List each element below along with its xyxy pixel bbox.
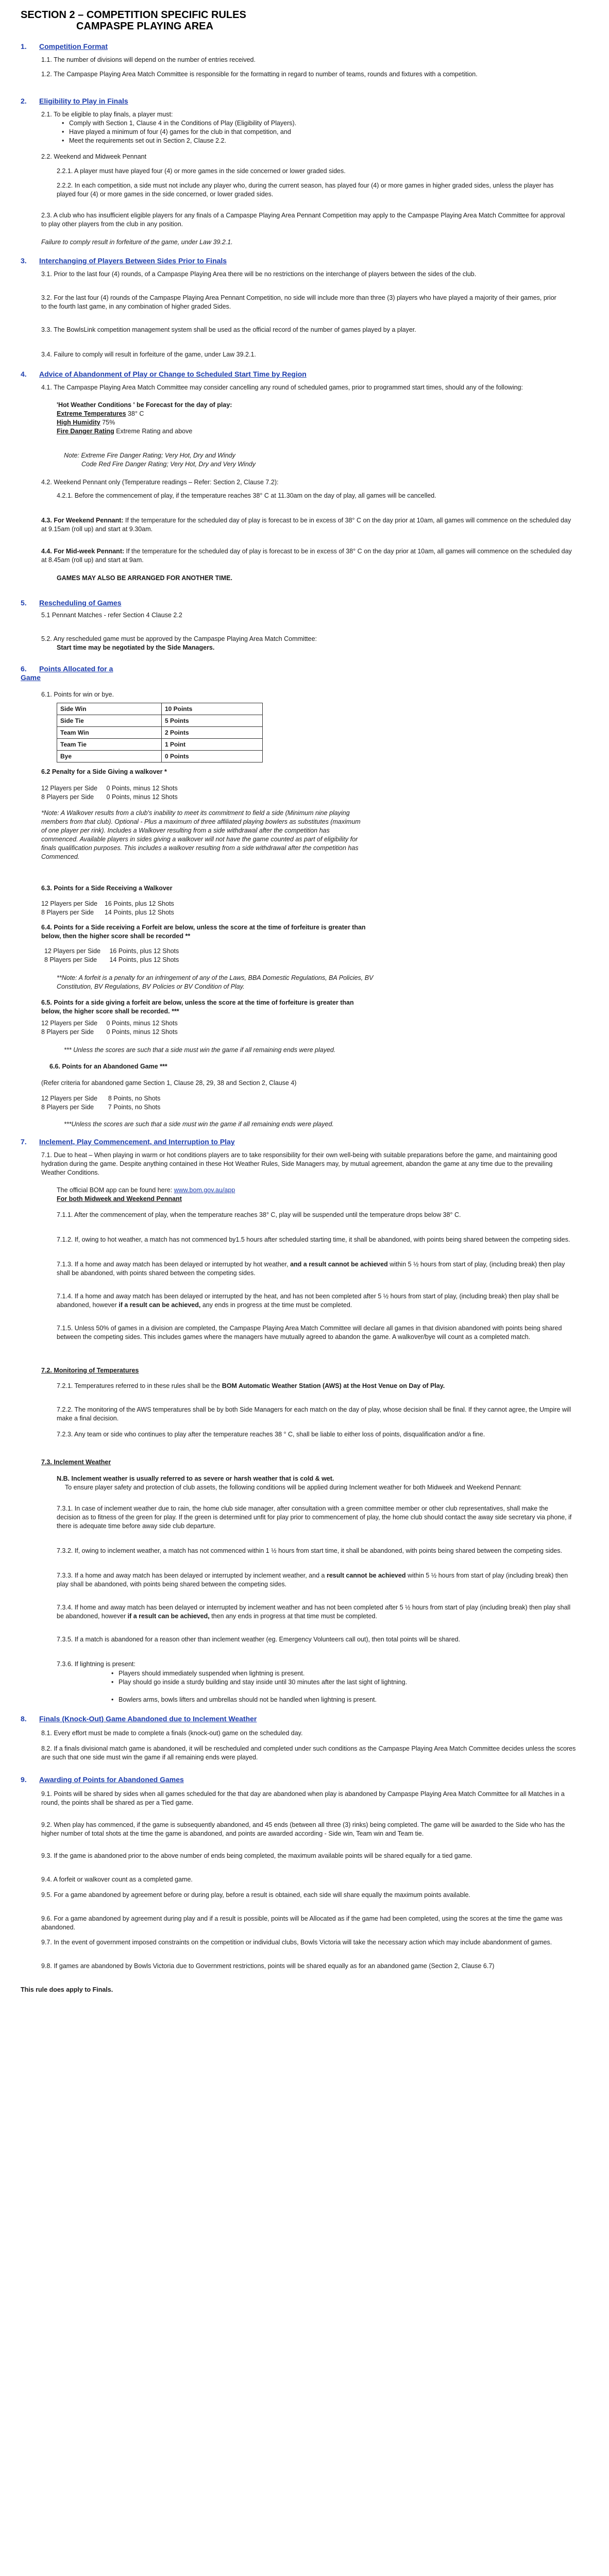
clause-7-1-3: 7.1.3. If a home and away match has been delayed or interrupted by hot weather, and a result cannot be achieved within 5 ½ hours from start of play, (including break) then play shall be abandoned, with points shared between the competing sides. xyxy=(57,1261,565,1277)
clause-2-2-2: 2.2.2. In each competition, a side must not include any player who, during the current season, has played four (4) or more games in higher graded sides, unless the player has played four (4) or more games in the side concerned, or lower graded sides. xyxy=(57,182,554,198)
clause-9-1: 9.1. Points will be shared by sides when all games scheduled for the that day are abandoned when play is abandoned by Campaspe Playing Area Match Committee for all Matches in a round, the points shall be shared as per a Tied game. xyxy=(41,1790,565,1806)
clause-7-3-4: 7.3.4. If home and away match has been delayed or interrupted by inclement weather and has not been completed after 5 ½ hours from start of play (including break) then play shall be abandoned, however if a result can be achieved, then any ends in progress at that time must be completed. xyxy=(57,1604,571,1620)
clause-4-4: 4.4. For Mid-week Pennant: If the temperature for the scheduled day of play is forecast to be in excess of 38° C on the day prior at 10am, all games will commence on the scheduled day at 8.45am (roll up) and start at 9am. xyxy=(41,548,572,564)
points-result-cell: Team Win xyxy=(57,727,162,739)
document-title: SECTION 2 – COMPETITION SPECIFIC RULES xyxy=(21,9,246,21)
clause-5-2-note: Start time may be negotiated by the Side Managers. xyxy=(57,644,215,651)
forfeit-scores-note: *** Unless the scores are such that a side must win the game if all remaining ends were played. xyxy=(64,1046,336,1054)
clause-9-3: 9.3. If the game is abandoned prior to the above number of ends being completed, the maximum available points will be shared equally for a tied game. xyxy=(41,1852,472,1859)
clause-5-2: 5.2. Any rescheduled game must be approved by the Campaspe Playing Area Match Committee: xyxy=(41,635,317,642)
points-value-cell: 1 Point xyxy=(161,739,262,751)
bullet-2-1-b: • Have played a minimum of four (4) games for the club in that competition, and xyxy=(69,128,564,137)
points-value-cell: 10 Points xyxy=(161,703,262,715)
clause-3-1: 3.1. Prior to the last four (4) rounds, of a Campaspe Playing Area there will be no restrictions on the interchange of players between the sides of the club. xyxy=(41,270,477,278)
clause-6-4: 6.4. Points for a Side receiving a Forfeit are below, unless the score at the time of forfeiture is greater than below, then the higher score shall be recorded ** xyxy=(41,924,366,940)
clause-4-2: 4.2. Weekend Pennant only (Temperature readings – Refer: Section 2, Clause 7.2): xyxy=(41,479,279,486)
clause-7-1-2: 7.1.2. If, owing to hot weather, a match has not commenced by1.5 hours after scheduled starting time, it shall be abandoned, with points being shared between the competing sides. xyxy=(57,1236,570,1243)
clause-7-3-3: 7.3.3. If a home and away match has been delayed or interrupted by inclement weather, and a result cannot be achieved within 5 ½ hours from start of play (including break) then play shall be abandoned, with points being shared between the competing sides. xyxy=(57,1572,568,1588)
clause-4-2-1: 4.2.1. Before the commencement of play, if the temperature reaches 38° C at 11.30am on the day of play, all games will be cancelled. xyxy=(57,492,436,499)
extreme-temperatures: Extreme Temperatures 38° C xyxy=(57,410,144,417)
clause-8-2: 8.2. If a finals divisional match game is abandoned, it will be rescheduled and completed under such conditions as the Campaspe Playing Area Match Committee decides unless the scores are such that one side must win the game if all remaining ends were played. xyxy=(41,1745,576,1761)
clause-7-2-1: 7.2.1. Temperatures referred to in these rules shall be the BOM Automatic Weather Station (AWS) at the Host Venue on Day of Play. xyxy=(57,1382,445,1389)
clause-2-3: 2.3. A club who has insufficient eligible players for any finals of a Campaspe Playing Area Pennant Competition may apply to the Campaspe Playing Area Match Committee for approval to play other players from the club in any position. xyxy=(41,212,565,228)
clause-7-2: 7.2. Monitoring of Temperatures xyxy=(41,1367,139,1374)
clause-7-2-3: 7.2.3. Any team or side who continues to play after the temperature reaches 38 ° C, shall be liable to either loss of points, disqualification and/or a fine. xyxy=(57,1431,485,1438)
receive-forfeit-12: 12 Players per Side 16 Points, plus 12 Shots xyxy=(44,947,179,955)
points-result-cell: Side Win xyxy=(57,703,162,715)
document-subtitle: CAMPASPE PLAYING AREA xyxy=(76,21,213,32)
receive-walkover-12: 12 Players per Side 16 Points, plus 12 Shots xyxy=(41,900,174,907)
points-table xyxy=(57,703,263,762)
section-5-heading: 5. Rescheduling of Games xyxy=(21,599,122,607)
inclement-note: N.B. Inclement weather is usually referred to as severe or harsh weather that is cold & wet. xyxy=(57,1475,334,1482)
both-pennant-heading: For both Midweek and Weekend Pennant xyxy=(57,1195,182,1202)
abandoned-note: ***Unless the scores are such that a side must win the game if all remaining ends were played. xyxy=(64,1121,334,1128)
clause-9-2: 9.2. When play has commenced, if the game is subsequently abandoned, and 45 ends (between all three (3) rinks) being completed. The game will be awarded to the Side who has the higher number of total shots at the time the game is abandoned, and points are awarded according - Side win, Team win and Team tie. xyxy=(41,1821,565,1837)
section-1-heading: 1. Competition Format xyxy=(21,42,108,50)
lightning-bullet-1: • Players should immediately suspended when lightning is present. xyxy=(119,1669,572,1678)
points-table-row xyxy=(57,703,263,715)
abandoned-8: 8 Players per Side 7 Points, no Shots xyxy=(41,1104,161,1111)
bullet-2-1-a: • Comply with Section 1, Clause 4 in the Conditions of Play (Eligibility of Players). xyxy=(69,119,564,128)
section-4-heading: 4. Advice of Abandonment of Play or Change to Scheduled Start Time by Region xyxy=(21,370,307,378)
section-6-heading-cont: Game xyxy=(21,673,41,682)
clause-5-1: 5.1 Pennant Matches - refer Section 4 Clause 2.2 xyxy=(41,612,182,619)
section-2-heading: 2. Eligibility to Play in Finals xyxy=(21,97,128,105)
clause-4-3: 4.3. For Weekend Pennant: If the temperature for the scheduled day of play is forecast to be in excess of 38° C on the day prior at 10am, all games will commence on the scheduled day at 9.15am (roll up) and start at 9.30am. xyxy=(41,517,571,533)
clause-6-5: 6.5. Points for a side giving a forfeit are below, unless the score at the time of forfeiture is greater than below, the higher score shall be recorded. *** xyxy=(41,999,354,1015)
points-result-cell: Bye xyxy=(57,751,162,762)
give-forfeit-8: 8 Players per Side 0 Points, minus 12 Shots xyxy=(41,1028,178,1036)
walkover-note: *Note: A Walkover results from a club's inability to meet its commitment to field a side (Minimum nine playing members from that club). Optional - Plus a maximum of three affiliated playing bowlers as substitutes (maximum of one player per rink). Includes a Walkover resulting from a side withdrawal after the competition has commenced. Available players in sides giving a walkover will not have the game counted as part of eligibility for finals qualification purposes. This includes a walkover resulting from a side withdrawal after the competition has Commenced. xyxy=(41,809,361,860)
bom-app-link[interactable]: www.bom.gov.au/app xyxy=(174,1187,235,1194)
clause-2-1: 2.1. To be eligible to play finals, a player must: xyxy=(41,111,173,118)
section-9-heading: 9. Awarding of Points for Abandoned Games xyxy=(21,1775,184,1784)
inclement-conditions: To ensure player safety and protection of club assets, the following conditions will be applied during Inclement weather for both Midweek and Weekend Pennant: xyxy=(65,1484,522,1491)
points-table-row xyxy=(57,727,263,739)
fire-note-1: Note: Extreme Fire Danger Rating; Very Hot, Dry and Windy xyxy=(64,452,235,459)
clause-1-1: 1.1. The number of divisions will depend on the number of entries received. xyxy=(41,56,256,63)
clause-9-8: 9.8. If games are abandoned by Bowls Victoria due to Government restrictions, points will be shared equally as for an abandoned game (Section 2, Clause 6.7) xyxy=(41,1962,495,1970)
clause-1-2: 1.2. The Campaspe Playing Area Match Committee is responsible for the formatting in regard to number of teams, rounds and fixtures with a competition. xyxy=(41,71,478,78)
forfeit-note: **Note: A forfeit is a penalty for an infringement of any of the Laws, BBA Domestic Regulations, BA Policies, BV Constitution, BV Regulations, BV Policies or BV Condition of Play. xyxy=(57,974,374,990)
clause-9-7: 9.7. In the event of government imposed constraints on the competition or individual clubs, Bowls Victoria will take the necessary action which may include abandonment of games. xyxy=(41,1939,552,1946)
fire-danger-rating: Fire Danger Rating Extreme Rating and above xyxy=(57,428,193,435)
points-table-row xyxy=(57,751,263,762)
lightning-bullet-3: • Bowlers arms, bowls lifters and umbrellas should not be handled when lightning is present. xyxy=(119,1696,572,1704)
clause-7-3-5: 7.3.5. If a match is abandoned for a reason other than inclement weather (eg. Emergency Volunteers call out), then total points will be shared. xyxy=(57,1636,461,1643)
points-result-cell: Team Tie xyxy=(57,739,162,751)
points-value-cell: 2 Points xyxy=(161,727,262,739)
points-value-cell: 5 Points xyxy=(161,715,262,727)
clause-7-3-2: 7.3.2. If, owing to inclement weather, a match has not commenced within 1 ½ hours from start time, it shall be abandoned, with points being shared between the competing sides. xyxy=(57,1547,563,1554)
receive-forfeit-8: 8 Players per Side 14 Points, plus 12 Shots xyxy=(44,956,179,963)
clause-7-1: 7.1. Due to heat – When playing in warm or hot conditions players are to take responsibility for their own well-being with suitable preparations before the game, and maintaining good hydration during the game. Despite anything contained in these Hot Weather Rules, Side Managers may, by mutual agreement, abandon the game at any time due to the prevailing Weather Conditions. xyxy=(41,1151,557,1176)
clause-7-3: 7.3. Inclement Weather xyxy=(41,1459,111,1466)
section-7-heading: 7. Inclement, Play Commencement, and Interruption to Play xyxy=(21,1138,235,1146)
section-3-heading: 3. Interchanging of Players Between Sides Prior to Finals xyxy=(21,257,227,265)
hot-weather-conditions: 'Hot Weather Conditions ' be Forecast for the day of play: xyxy=(57,401,232,409)
clause-6-3: 6.3. Points for a Side Receiving a Walkover xyxy=(41,885,173,892)
receive-walkover-8: 8 Players per Side 14 Points, plus 12 Shots xyxy=(41,909,174,916)
clause-4-note: GAMES MAY ALSO BE ARRANGED FOR ANOTHER TIME. xyxy=(57,574,232,582)
clause-7-1-5: 7.1.5. Unless 50% of games in a division are completed, the Campaspe Playing Area Match Committee will declare all games in that division abandoned with points being shared between the competing sides. This includes games where the managers have mutually agreed to abandon the game. A walkover/bye will count as a completed match. xyxy=(57,1325,562,1341)
clause-7-1-4: 7.1.4. If a home and away match has been delayed or interrupted by the heat, and has not been completed after 5 ½ hours from start of play, (including break) then play shall be abandoned, however if a result can be achieved, any ends in progress at the time must be completed. xyxy=(57,1293,559,1309)
points-table-row xyxy=(57,739,263,751)
clause-9-5: 9.5. For a game abandoned by agreement before or during play, before a result is obtained, each side will share equally the maximum points available. xyxy=(41,1891,470,1899)
clause-9-4: 9.4. A forfeit or walkover count as a completed game. xyxy=(41,1876,193,1883)
clause-6-6: 6.6. Points for an Abandoned Game *** xyxy=(49,1063,167,1070)
points-table-row xyxy=(57,715,263,727)
clause-2-2-1: 2.2.1. A player must have played four (4) or more games in the side concerned or lower graded sides. xyxy=(57,167,346,175)
give-forfeit-12: 12 Players per Side 0 Points, minus 12 Shots xyxy=(41,1020,178,1027)
section-8-heading: 8. Finals (Knock-Out) Game Abandoned due to Inclement Weather xyxy=(21,1715,257,1723)
clause-7-3-1: 7.3.1. In case of inclement weather due to rain, the home club side manager, after consultation with a green committee member or other club representatives, shall make the decision as to fitness of the green for play. If the green is determined unfit for play prior to commencement of play, the home club should contact the away side secretary via phone, if there is adequate time before away side club departure. xyxy=(57,1505,572,1530)
clause-2-failure: Failure to comply result in forfeiture of the game, under Law 39.2.1. xyxy=(41,239,233,246)
clause-3-3: 3.3. The BowlsLink competition management system shall be used as the official record of the number of games played by a player. xyxy=(41,326,416,333)
clause-7-2-2: 7.2.2. The monitoring of the AWS temperatures shall be by both Side Managers for each match on the day of play, whose decision shall be final. If they cannot agree, the Umpire will make a final decision. xyxy=(57,1406,571,1422)
walkover-12-players: 12 Players per Side 0 Points, minus 12 Shots xyxy=(41,785,178,792)
clause-6-2: 6.2 Penalty for a Side Giving a walkover * xyxy=(41,768,167,775)
clause-7-3-6: 7.3.6. If lightning is present: xyxy=(57,1660,136,1668)
clause-7-1-1: 7.1.1. After the commencement of play, when the temperature reaches 38° C, play will be suspended until the temperature drops below 38° C. xyxy=(57,1211,461,1218)
walkover-8-players: 8 Players per Side 0 Points, minus 12 Shots xyxy=(41,793,178,801)
clause-3-4: 3.4. Failure to comply will result in forfeiture of the game, under Law 39.2.1. xyxy=(41,351,256,358)
bom-app-line: The official BOM app can be found here: www.bom.gov.au/app xyxy=(57,1187,235,1194)
abandoned-criteria: (Refer criteria for abandoned game Section 1, Clause 28, 29, 38 and Section 2, Clause 4) xyxy=(41,1079,297,1087)
points-result-cell: Side Tie xyxy=(57,715,162,727)
section-6-heading: 6. Points Allocated for a xyxy=(21,665,113,673)
clause-4-1: 4.1. The Campaspe Playing Area Match Committee may consider cancelling any round of scheduled games, prior to programmed start times, should any of the following: xyxy=(41,384,523,391)
clause-6-1: 6.1. Points for win or bye. xyxy=(41,691,114,698)
abandoned-12: 12 Players per Side 8 Points, no Shots xyxy=(41,1095,161,1102)
finals-note: This rule does apply to Finals. xyxy=(21,1986,113,1993)
points-value-cell: 0 Points xyxy=(161,751,262,762)
bullet-2-1-c: • Meet the requirements set out in Section 2, Clause 2.2. xyxy=(69,137,564,145)
high-humidity: High Humidity 75% xyxy=(57,419,115,426)
clause-8-1: 8.1. Every effort must be made to complete a finals (knock-out) game on the scheduled day. xyxy=(41,1730,303,1737)
clause-2-2: 2.2. Weekend and Midweek Pennant xyxy=(41,153,147,160)
clause-9-6: 9.6. For a game abandoned by agreement during play and if a result is possible, points will be Allocated as if the game had been completed, using the scores at the time the game was abandoned. xyxy=(41,1915,563,1931)
fire-note-2: Code Red Fire Danger Rating; Very Hot, Dry and Very Windy xyxy=(81,461,256,468)
clause-3-2: 3.2. For the last four (4) rounds of the Campaspe Playing Area Pennant Competition, no side will include more than three (3) players who have played a majority of their games, prior to the fourth last game, in any combination of higher graded Sides. xyxy=(41,294,556,310)
lightning-bullet-2: • Play should go inside a sturdy building and stay inside until 30 minutes after the last sight of lightning. xyxy=(119,1678,572,1687)
